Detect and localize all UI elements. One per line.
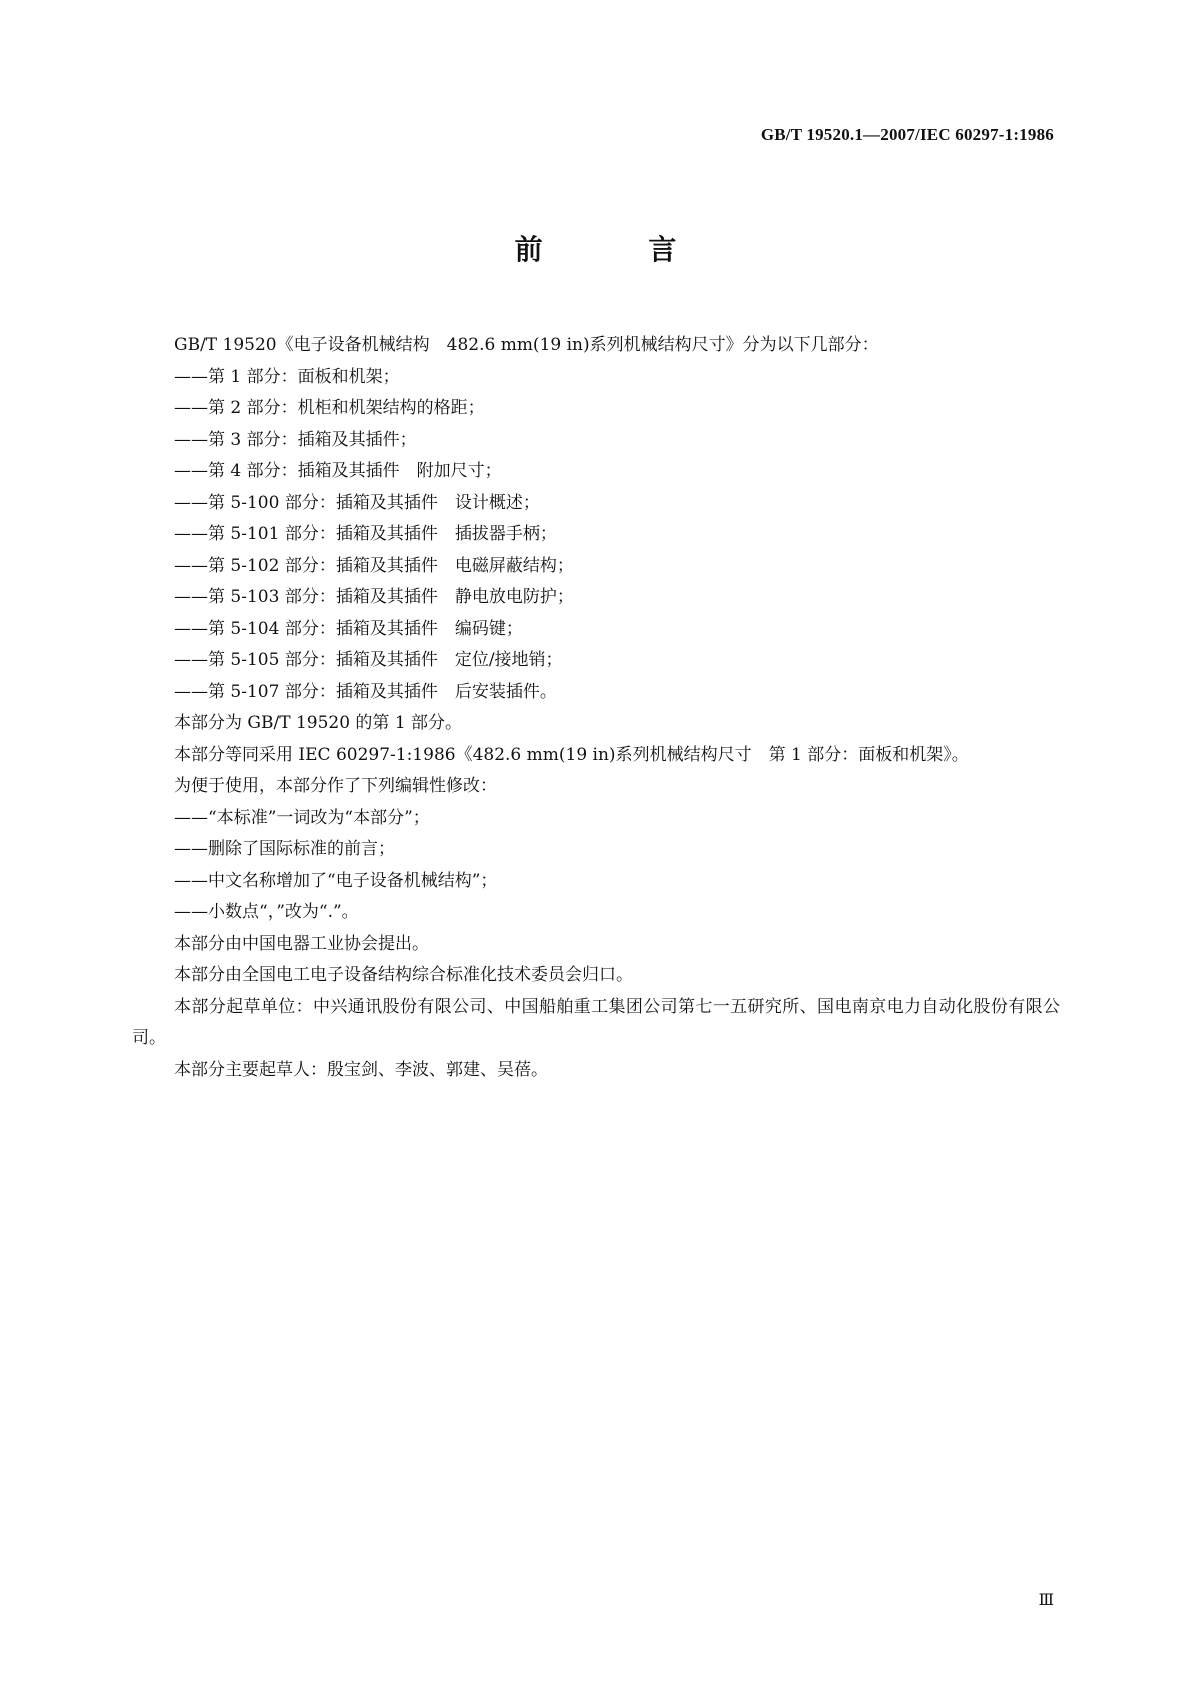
list-item-part-5-105: ——第 5-105 部分：插箱及其插件 定位/接地销； [174,650,563,670]
list-item-part-3: ——第 3 部分：插箱及其插件； [174,429,417,450]
list-item-part-4: ——第 4 部分：插箱及其插件 附加尺寸； [174,461,502,481]
paragraph-drafting-units: 本部分起草单位：中兴通讯股份有限公司、中国船舶重工集团公司第七一五研究所、国电南京电力自动化股份有限公司。 [132,996,1060,1048]
list-item-part-2: ——第 2 部分：机柜和机架结构的格距； [174,398,485,418]
list-item-part-5-103: ——第 5-103 部分：插箱及其插件 静电放电防护； [174,587,574,607]
paragraph-proposer: 本部分由中国电器工业协会提出。 [174,933,429,954]
paragraph-committee: 本部分由全国电工电子设备结构综合标准化技术委员会归口。 [174,965,633,985]
paragraph-part-statement: 本部分为 GB/T 19520 的第 1 部分。 [174,713,463,733]
paragraph-edits-intro: 为便于使用，本部分作了下列编辑性修改： [174,776,497,796]
list-item-edit-4: ——小数点“，”改为“.”。 [174,902,359,922]
list-item-edit-1: ——“本标准”一词改为“本部分”； [174,807,430,828]
paragraph-adoption: 本部分等同采用 IEC 60297-1:1986《482.6 mm(19 in)系列机械结构尺寸 第 1 部分：面板和机架》。 [174,744,969,765]
list-item-part-5-101: ——第 5-101 部分：插箱及其插件 插拔器手柄； [174,524,557,544]
list-item-edit-3: ——中文名称增加了“电子设备机械结构”； [174,870,498,891]
list-item-part-5-102: ——第 5-102 部分：插箱及其插件 电磁屏蔽结构； [174,555,574,576]
foreword-body [132,330,1060,1086]
paragraph-intro: GB/T 19520《电子设备机械结构 482.6 mm(19 in)系列机械结构尺寸》分为以下几部分： [174,335,879,355]
page-number: Ⅲ [1038,1592,1054,1609]
paragraph-drafters: 本部分主要起草人：殷宝剑、李波、郭建、吴蓓。 [174,1059,548,1080]
list-item-part-5-104: ——第 5-104 部分：插箱及其插件 编码键； [174,618,523,639]
standard-code: GB/T 19520.1—2007/IEC 60297-1:1986 [760,125,1054,144]
list-item-edit-2: ——删除了国际标准的前言； [174,839,395,859]
list-item-part-5-107: ——第 5-107 部分：插箱及其插件 后安装插件。 [174,681,557,702]
page-title: 前 言 [514,233,725,266]
list-item-part-5-100: ——第 5-100 部分：插箱及其插件 设计概述； [174,492,540,513]
list-item-part-1: ——第 1 部分：面板和机架； [174,366,400,387]
